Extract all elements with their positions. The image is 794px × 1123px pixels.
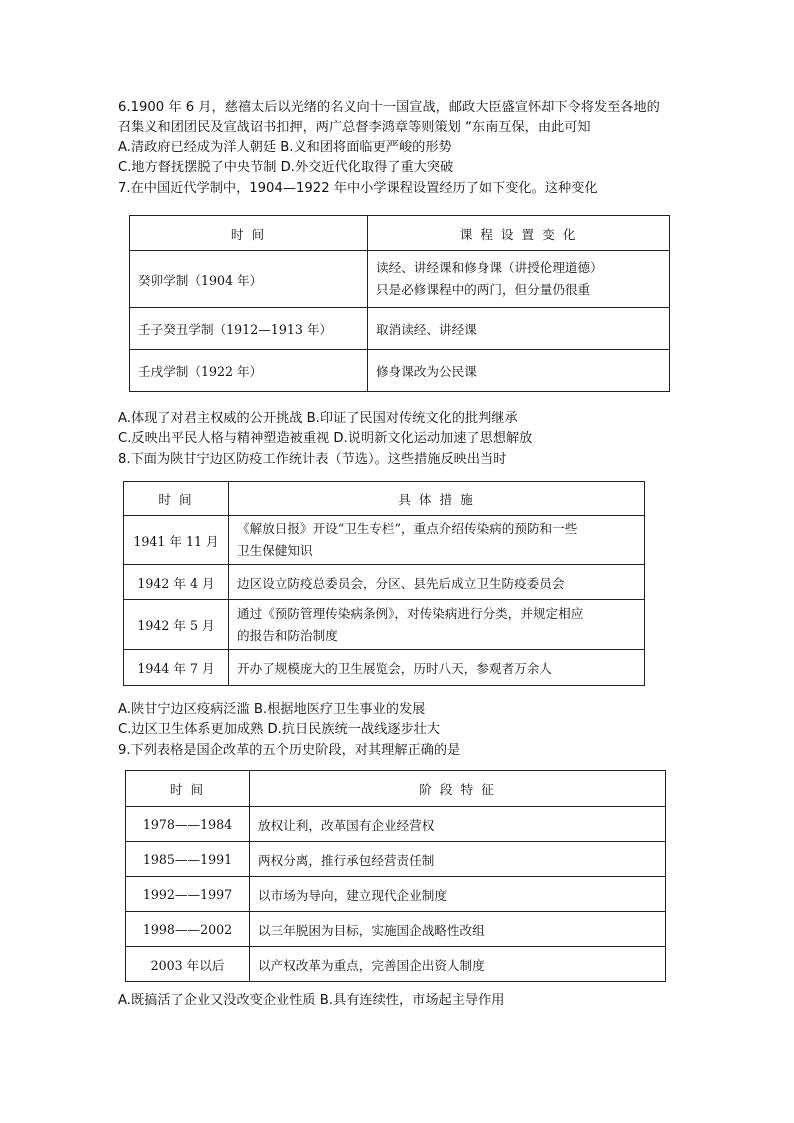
table-row <box>124 565 645 600</box>
table-header-row <box>126 771 666 807</box>
q7-stem: 7.在中国近代学制中，1904—1922 年中小学课程设置经历了如下变化。这种变化 <box>118 181 598 196</box>
table-header-change: 课 程 设 置 变 化 <box>368 216 670 251</box>
table-cell: 1942 年 4 月 <box>124 565 229 600</box>
table-cell <box>229 600 645 650</box>
table-cell: 开办了规模庞大的卫生展览会，历时八天，参观者万余人 <box>229 650 645 686</box>
table-row <box>126 842 666 877</box>
table-cell: 壬子癸丑学制（1912—1913 年） <box>130 308 368 350</box>
q6-options-cd: C.地方督抚摆脱了中央节制 D.外交近代化取得了重大突破 <box>118 160 454 175</box>
q7-options-ab: A.体现了对君主权威的公开挑战 B.印证了民国对传统文化的批判继承 <box>118 411 518 426</box>
table-row <box>130 350 670 392</box>
table-cell: 修身课改为公民课 <box>368 350 670 392</box>
table-cell: 壬戌学制（1922 年） <box>130 350 368 392</box>
table-row <box>124 650 645 686</box>
table-cell <box>368 251 670 308</box>
q9-options-ab: A.既搞活了企业又没改变企业性质 B.具有连续性，市场起主导作用 <box>118 993 505 1008</box>
table-cell: 1941 年 11 月 <box>124 516 229 565</box>
table-row <box>130 251 670 308</box>
cell-line: 通过《预防管理传染病条例》，对传染病进行分类，并规定相应 <box>237 605 584 621</box>
table-cell: 1942 年 5 月 <box>124 600 229 650</box>
q8-epidemic-table <box>123 481 645 686</box>
table-cell: 以三年脱困为目标，实施国企战略性改组 <box>250 912 666 947</box>
table-cell: 以产权改革为重点，完善国企出资人制度 <box>250 947 666 982</box>
table-cell: 取消读经、讲经课 <box>368 308 670 350</box>
q8-options-cd: C.边区卫生体系更加成熟 D.抗日民族统一战线逐步壮大 <box>118 722 441 737</box>
table-cell: 2003 年以后 <box>126 947 250 982</box>
table-header-time: 时 间 <box>126 771 250 807</box>
cell-line: 读经、讲经课和修身课（讲授伦理道德） <box>376 260 603 275</box>
table-cell: 边区设立防疫总委员会，分区、县先后成立卫生防疫委员会 <box>229 565 645 600</box>
table-cell: 1998——2002 <box>126 912 250 947</box>
q9-reform-table <box>125 770 666 982</box>
table-header-features: 阶 段 特 征 <box>250 771 666 807</box>
table-header-measures: 具 体 措 施 <box>229 482 645 516</box>
table-header-time: 时 间 <box>130 216 368 251</box>
q6-stem-line1: 6.1900 年 6 月，慈禧太后以光绪的名义向十一国宣战，邮政大臣盛宣怀却下令将发至各地的 <box>118 100 660 115</box>
table-row <box>130 308 670 350</box>
table-header-time: 时 间 <box>124 482 229 516</box>
table-header-row <box>130 216 670 251</box>
table-cell: 两权分离，推行承包经营责任制 <box>250 842 666 877</box>
table-cell: 癸卯学制（1904 年） <box>130 251 368 308</box>
table-cell: 1978——1984 <box>126 807 250 842</box>
q6-options-ab: A.清政府已经成为洋人朝廷 B.义和团将面临更严峻的形势 <box>118 140 452 155</box>
cell-line: 《解放日报》开设“卫生专栏”，重点介绍传染病的预防和一些 <box>237 521 578 536</box>
table-cell: 1985——1991 <box>126 842 250 877</box>
table-row <box>124 600 645 650</box>
table-cell <box>229 516 645 565</box>
table-row <box>126 807 666 842</box>
q8-stem: 8.下面为陕甘宁边区防疫工作统计表（节选）。这些措施反映出当时 <box>118 452 507 467</box>
table-row <box>126 877 666 912</box>
table-cell: 1992——1997 <box>126 877 250 912</box>
q9-stem: 9.下列表格是国企改革的五个历史阶段，对其理解正确的是 <box>118 743 461 758</box>
table-row <box>124 516 645 565</box>
cell-line: 卫生保健知识 <box>237 543 313 558</box>
q7-curriculum-table <box>129 215 670 392</box>
table-cell: 以市场为导向，建立现代企业制度 <box>250 877 666 912</box>
table-row <box>126 912 666 947</box>
q7-options-cd: C.反映出平民人格与精神塑造被重视 D.说明新文化运动加速了思想解放 <box>118 431 533 446</box>
table-cell: 1944 年 7 月 <box>124 650 229 686</box>
cell-line: 只是必修课程中的两门，但分量仍很重 <box>376 282 591 297</box>
q6-stem-line2: 召集义和团团民及宣战诏书扣押，两广总督李鸿章等则策划 “东南互保，由此可知 <box>118 120 591 135</box>
table-cell: 放权让利，改革国有企业经营权 <box>250 807 666 842</box>
table-row <box>126 947 666 982</box>
table-header-row <box>124 482 645 516</box>
cell-line: 的报告和防治制度 <box>237 627 338 643</box>
q8-options-ab: A.陕甘宁边区疫病泛滥 B.根据地医疗卫生事业的发展 <box>118 702 426 717</box>
